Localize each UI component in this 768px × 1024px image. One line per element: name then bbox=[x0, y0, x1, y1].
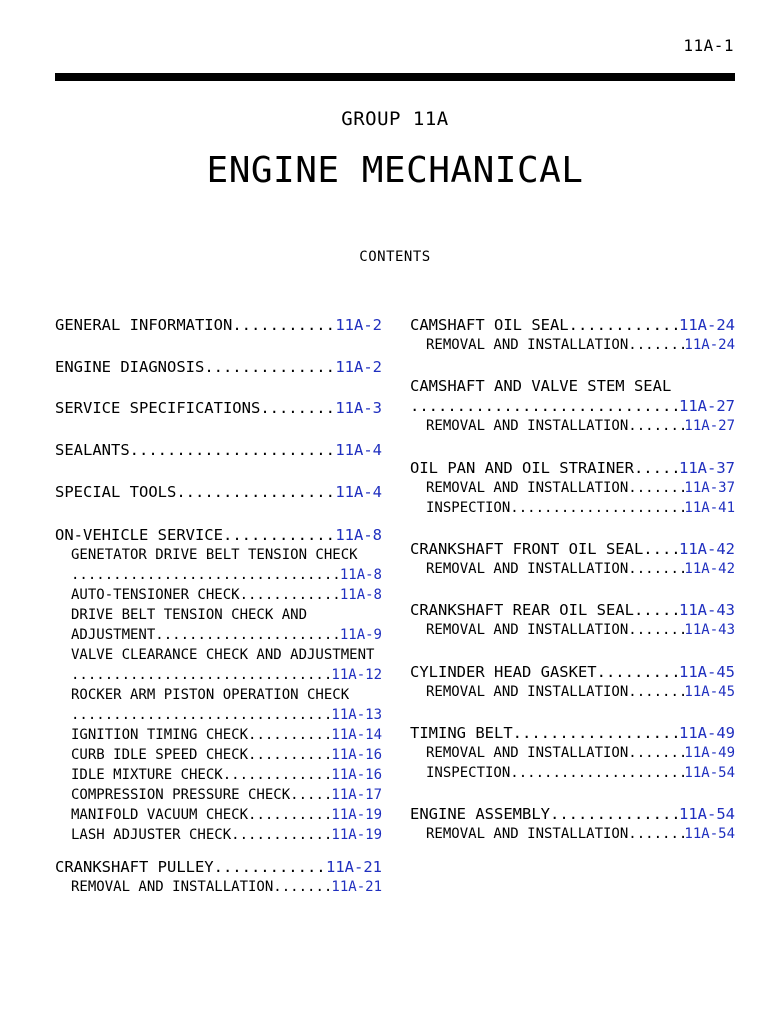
dot-leader bbox=[410, 396, 679, 416]
toc-subentry[interactable] bbox=[55, 605, 382, 625]
dot-leader bbox=[273, 877, 331, 897]
toc-section bbox=[410, 723, 735, 783]
toc-entry-label: ENGINE ASSEMBLY bbox=[410, 805, 550, 823]
dot-leader bbox=[628, 743, 684, 763]
toc-page-number[interactable]: 11A-8 bbox=[335, 526, 382, 544]
toc-entry[interactable] bbox=[55, 440, 382, 460]
toc-entry-label: ADJUSTMENT bbox=[71, 627, 156, 643]
toc-entry-label: REMOVAL AND INSTALLATION bbox=[426, 622, 629, 638]
toc-subentry[interactable] bbox=[55, 745, 382, 765]
toc-entry-label: ENGINE DIAGNOSIS bbox=[55, 358, 205, 376]
toc-entry-label: SPECIAL TOOLS bbox=[55, 483, 177, 501]
toc-page-number[interactable]: 11A-8 bbox=[339, 587, 382, 603]
toc-entry-label: SERVICE SPECIFICATIONS bbox=[55, 399, 261, 417]
toc-page-number[interactable]: 11A-37 bbox=[679, 459, 735, 477]
toc-entry-label: ON-VEHICLE SERVICE bbox=[55, 526, 223, 544]
toc-entry-label: CURB IDLE SPEED CHECK bbox=[71, 747, 249, 763]
toc-entry[interactable] bbox=[410, 376, 735, 396]
toc-entry-label: ROCKER ARM PISTON OPERATION CHECK bbox=[71, 687, 350, 703]
toc-entry-label: OIL PAN AND OIL STRAINER bbox=[410, 459, 634, 477]
dot-leader bbox=[232, 315, 335, 335]
dot-leader bbox=[634, 600, 679, 620]
contents-heading: CONTENTS bbox=[359, 249, 431, 265]
toc-subentry[interactable] bbox=[410, 559, 735, 579]
toc-section bbox=[410, 804, 735, 844]
toc-entry-label: CRANKSHAFT PULLEY bbox=[55, 858, 214, 876]
page-title: ENGINE MECHANICAL bbox=[206, 150, 584, 191]
toc-entry-label: DRIVE BELT TENSION CHECK AND bbox=[71, 607, 308, 623]
toc-entry-label: IGNITION TIMING CHECK bbox=[71, 727, 249, 743]
dot-leader bbox=[204, 357, 335, 377]
toc-entry-label: LASH ADJUSTER CHECK bbox=[71, 827, 232, 843]
toc-page-number[interactable]: 11A-4 bbox=[335, 483, 382, 501]
page-number: 11A-1 bbox=[683, 36, 734, 55]
toc-entry-label: VALVE CLEARANCE CHECK AND ADJUSTMENT bbox=[71, 647, 375, 663]
toc-page-number[interactable]: 11A-2 bbox=[335, 316, 382, 334]
toc-page-number[interactable]: 11A-24 bbox=[684, 337, 735, 353]
dot-leader bbox=[290, 785, 331, 805]
toc-entry-label: CYLINDER HEAD GASKET bbox=[410, 663, 597, 681]
toc-entry-label: CRANKSHAFT REAR OIL SEAL bbox=[410, 601, 634, 619]
toc-entry[interactable] bbox=[55, 398, 382, 418]
dot-leader bbox=[643, 539, 679, 559]
toc-subentry[interactable] bbox=[55, 625, 382, 645]
toc-entry-label: COMPRESSION PRESSURE CHECK bbox=[71, 787, 291, 803]
toc-entry[interactable] bbox=[55, 357, 382, 377]
toc-subentry[interactable] bbox=[55, 765, 382, 785]
toc-page-number[interactable]: 11A-14 bbox=[331, 727, 382, 743]
toc-subentry[interactable] bbox=[410, 335, 735, 355]
toc-subentry[interactable] bbox=[55, 805, 382, 825]
dot-leader bbox=[513, 723, 679, 743]
toc-entry-label: REMOVAL AND INSTALLATION bbox=[426, 745, 629, 761]
toc-subentry[interactable] bbox=[410, 682, 735, 702]
dot-leader bbox=[634, 458, 679, 478]
toc-section bbox=[55, 482, 382, 502]
toc-page-number[interactable]: 11A-54 bbox=[679, 805, 735, 823]
toc-subentry[interactable] bbox=[410, 620, 735, 640]
dot-leader bbox=[628, 559, 684, 579]
toc-subentry[interactable] bbox=[55, 545, 382, 565]
toc-page-number[interactable]: 11A-8 bbox=[339, 567, 382, 583]
toc-entry-label: IDLE MIXTURE CHECK bbox=[71, 767, 223, 783]
toc-page-number[interactable]: 11A-9 bbox=[339, 627, 382, 643]
toc-entry-label: REMOVAL AND INSTALLATION bbox=[426, 337, 629, 353]
dot-leader bbox=[628, 824, 684, 844]
dot-leader bbox=[240, 585, 340, 605]
toc-page-number[interactable]: 11A-43 bbox=[679, 601, 735, 619]
dot-leader bbox=[628, 620, 684, 640]
dot-leader bbox=[130, 440, 336, 460]
toc-entry-label: GENERAL INFORMATION bbox=[55, 316, 233, 334]
toc-entry[interactable] bbox=[55, 857, 382, 877]
dot-leader bbox=[510, 763, 684, 783]
toc-entry-label: TIMING BELT bbox=[410, 724, 513, 742]
toc-section bbox=[410, 376, 735, 436]
dot-leader bbox=[569, 315, 679, 335]
toc-entry-label: INSPECTION bbox=[426, 765, 511, 781]
toc-entry[interactable] bbox=[410, 539, 735, 559]
toc-entry[interactable] bbox=[410, 396, 735, 416]
toc-subentry[interactable] bbox=[55, 725, 382, 745]
toc-page-number[interactable]: 11A-27 bbox=[679, 397, 735, 415]
toc-entry-label: REMOVAL AND INSTALLATION bbox=[426, 826, 629, 842]
toc-entry-label: AUTO-TENSIONER CHECK bbox=[71, 587, 240, 603]
toc-page-number[interactable]: 11A-42 bbox=[679, 540, 735, 558]
dot-leader bbox=[260, 398, 335, 418]
dot-leader bbox=[628, 416, 684, 436]
toc-entry-label: SEALANTS bbox=[55, 441, 130, 459]
toc-page-number[interactable]: 11A-42 bbox=[684, 561, 735, 577]
toc-entry-label: REMOVAL AND INSTALLATION bbox=[71, 879, 274, 895]
toc-subentry[interactable] bbox=[410, 743, 735, 763]
toc-page-number[interactable]: 11A-21 bbox=[326, 858, 382, 876]
toc-section bbox=[410, 662, 735, 702]
toc-entry[interactable] bbox=[55, 315, 382, 335]
dot-leader bbox=[223, 765, 332, 785]
toc-subentry[interactable] bbox=[410, 478, 735, 498]
toc-subentry[interactable] bbox=[55, 785, 382, 805]
dot-leader bbox=[628, 682, 684, 702]
dot-leader bbox=[71, 705, 331, 725]
dot-leader bbox=[223, 525, 335, 545]
toc-subentry[interactable] bbox=[55, 825, 382, 845]
toc-subentry[interactable] bbox=[55, 585, 382, 605]
toc-entry-label: CRANKSHAFT FRONT OIL SEAL bbox=[410, 540, 644, 558]
toc-entry[interactable] bbox=[410, 804, 735, 824]
toc-entry[interactable] bbox=[410, 723, 735, 743]
toc-entry-label: CAMSHAFT OIL SEAL bbox=[410, 316, 569, 334]
dot-leader bbox=[510, 498, 684, 518]
dot-leader bbox=[248, 725, 331, 745]
toc-page-number[interactable]: 11A-49 bbox=[684, 745, 735, 761]
toc-entry-label: REMOVAL AND INSTALLATION bbox=[426, 561, 629, 577]
dot-leader bbox=[248, 805, 331, 825]
toc-entry-label: REMOVAL AND INSTALLATION bbox=[426, 684, 629, 700]
toc-page-number[interactable]: 11A-45 bbox=[684, 684, 735, 700]
header-rule bbox=[55, 73, 735, 81]
toc-page-number[interactable]: 11A-4 bbox=[335, 441, 382, 459]
toc-page-number[interactable]: 11A-13 bbox=[331, 707, 382, 723]
toc-subentry[interactable] bbox=[55, 565, 382, 585]
dot-leader bbox=[597, 662, 679, 682]
toc-page-number[interactable]: 11A-54 bbox=[684, 826, 735, 842]
toc-entry-label: REMOVAL AND INSTALLATION bbox=[426, 480, 629, 496]
toc-section bbox=[410, 600, 735, 640]
toc-page-number[interactable]: 11A-24 bbox=[679, 316, 735, 334]
toc-subentry[interactable] bbox=[410, 824, 735, 844]
dot-leader bbox=[71, 565, 340, 585]
toc-subentry[interactable] bbox=[55, 685, 382, 705]
toc-section bbox=[55, 857, 382, 897]
toc-page-number[interactable]: 11A-16 bbox=[331, 767, 382, 783]
toc-page-number[interactable]: 11A-54 bbox=[684, 765, 735, 781]
toc-subentry[interactable] bbox=[55, 645, 382, 665]
toc-entry[interactable] bbox=[55, 482, 382, 502]
toc-entry-label: INSPECTION bbox=[426, 500, 511, 516]
toc-page-number[interactable]: 11A-27 bbox=[684, 418, 735, 434]
toc-page-number[interactable]: 11A-21 bbox=[331, 879, 382, 895]
toc-section bbox=[410, 458, 735, 518]
toc-page-number[interactable]: 11A-19 bbox=[331, 827, 382, 843]
dot-leader bbox=[231, 825, 331, 845]
dot-leader bbox=[550, 804, 679, 824]
toc-subentry[interactable] bbox=[410, 498, 735, 518]
toc-page-number[interactable]: 11A-45 bbox=[679, 663, 735, 681]
toc-entry-label: CAMSHAFT AND VALVE STEM SEAL bbox=[410, 377, 672, 395]
toc-page-number[interactable]: 11A-2 bbox=[335, 358, 382, 376]
toc-page-number[interactable]: 11A-17 bbox=[331, 787, 382, 803]
toc-entry-label: GENETATOR DRIVE BELT TENSION CHECK bbox=[71, 547, 358, 563]
toc-page-number[interactable]: 11A-49 bbox=[679, 724, 735, 742]
dot-leader bbox=[628, 478, 684, 498]
toc-page-number[interactable]: 11A-43 bbox=[684, 622, 735, 638]
toc-page-number[interactable]: 11A-19 bbox=[331, 807, 382, 823]
toc-entry-label: REMOVAL AND INSTALLATION bbox=[426, 418, 629, 434]
toc-subentry[interactable] bbox=[55, 877, 382, 897]
toc-page-number[interactable]: 11A-41 bbox=[684, 500, 735, 516]
toc-page-number[interactable]: 11A-16 bbox=[331, 747, 382, 763]
toc-section bbox=[55, 440, 382, 460]
toc-section bbox=[55, 398, 382, 418]
toc-section bbox=[55, 357, 382, 377]
dot-leader bbox=[176, 482, 335, 502]
dot-leader bbox=[214, 857, 326, 877]
toc-subentry[interactable] bbox=[55, 705, 382, 725]
toc-entry[interactable] bbox=[410, 600, 735, 620]
toc-entry[interactable] bbox=[410, 662, 735, 682]
toc-page-number[interactable]: 11A-3 bbox=[335, 399, 382, 417]
toc-subentry[interactable] bbox=[410, 763, 735, 783]
toc-page-number[interactable]: 11A-12 bbox=[331, 667, 382, 683]
toc-subentry[interactable] bbox=[410, 416, 735, 436]
toc-subentry[interactable] bbox=[55, 665, 382, 685]
toc-section bbox=[410, 539, 735, 579]
dot-leader bbox=[628, 335, 684, 355]
toc-entry[interactable] bbox=[410, 458, 735, 478]
group-heading: GROUP 11A bbox=[341, 108, 449, 130]
dot-leader bbox=[71, 665, 331, 685]
toc-section bbox=[55, 525, 382, 845]
toc-page-number[interactable]: 11A-37 bbox=[684, 480, 735, 496]
dot-leader bbox=[248, 745, 331, 765]
toc-entry[interactable] bbox=[55, 525, 382, 545]
toc-section bbox=[55, 315, 382, 335]
toc-entry-label: MANIFOLD VACUUM CHECK bbox=[71, 807, 249, 823]
toc-entry[interactable] bbox=[410, 315, 735, 335]
dot-leader bbox=[155, 625, 340, 645]
toc-section bbox=[410, 315, 735, 355]
